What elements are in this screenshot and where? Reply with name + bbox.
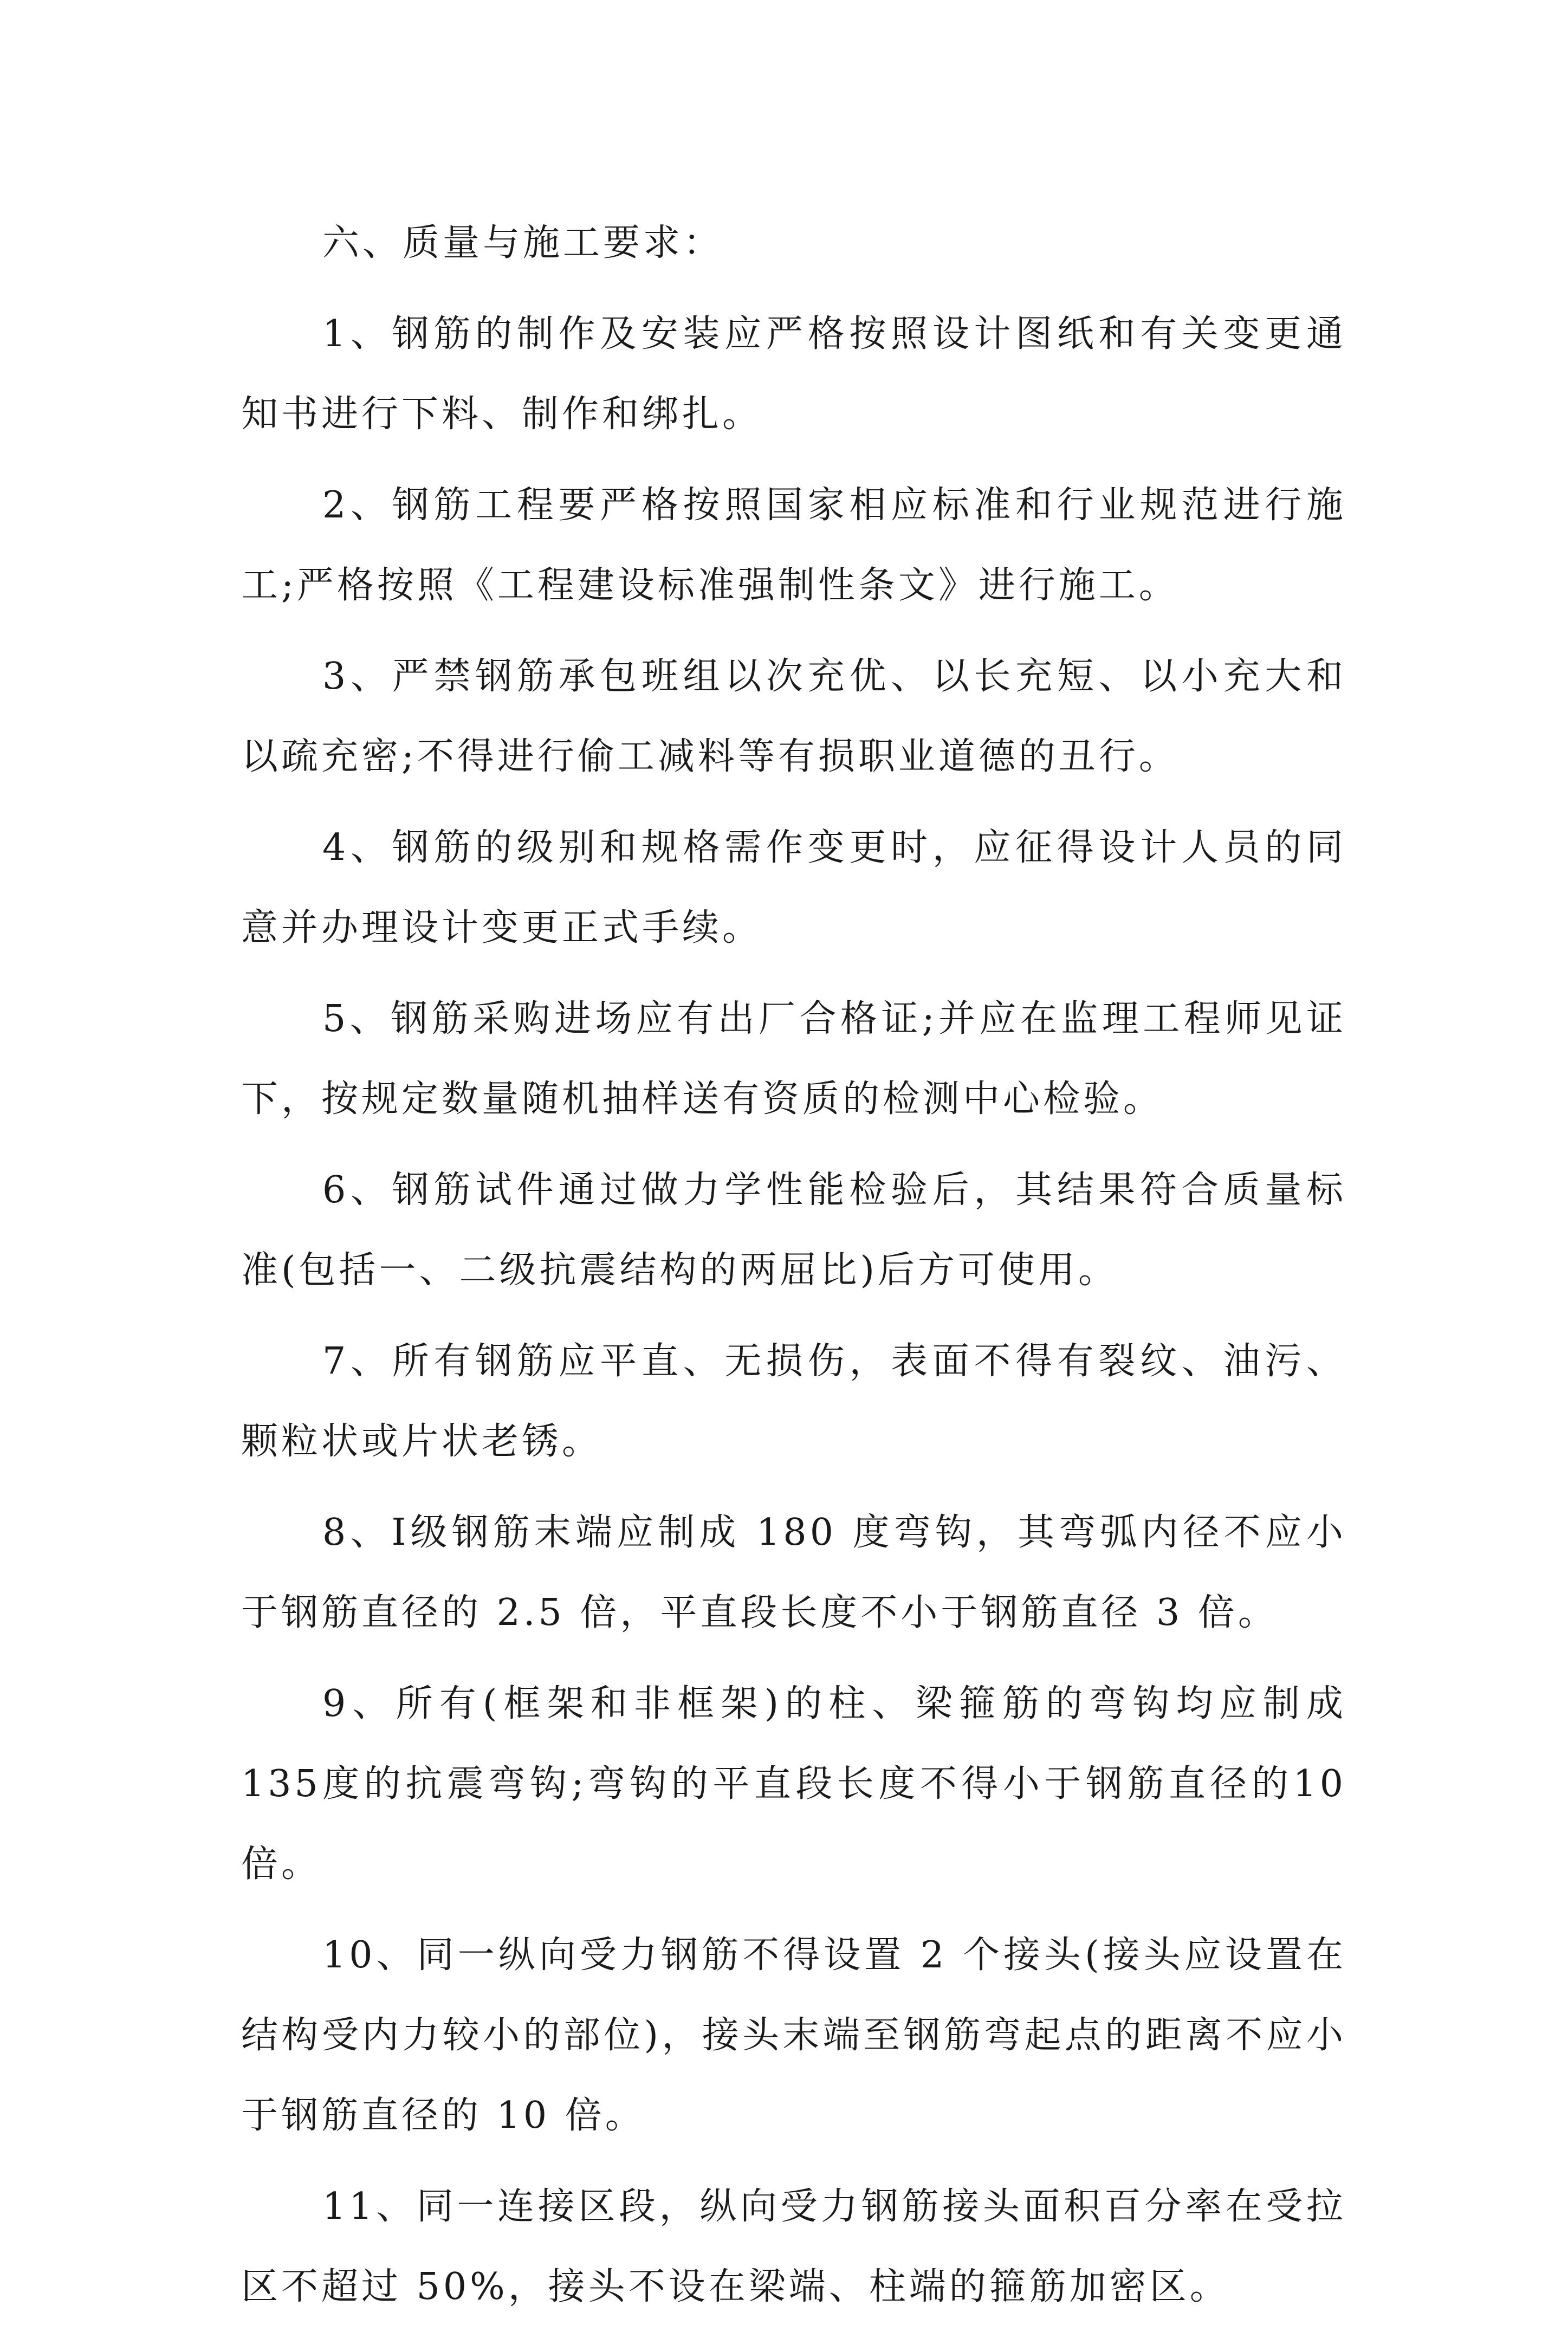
requirement-item-3: 3、严禁钢筋承包班组以次充优、以长充短、以小充大和以疏充密;不得进行偷工减料等有损职业道德的丑行。 [241,655,1346,778]
requirement-item-2: 2、钢筋工程要严格按照国家相应标准和行业规范进行施工;严格按照《工程建设标准强制性条文》进行施工。 [241,484,1346,607]
document-body [241,203,1346,2338]
requirement-item-1: 1、钢筋的制作及安装应严格按照设计图纸和有关变更通知书进行下料、制作和绑扎。 [241,313,1346,436]
section-heading: 六、质量与施工要求： [322,222,724,264]
requirement-item-5: 5、钢筋采购进场应有出厂合格证;并应在监理工程师见证下，按规定数量随机抽样送有资质的检测中心检验。 [241,998,1346,1121]
requirement-item-10: 10、同一纵向受力钢筋不得设置 2 个接头(接头应设置在结构受内力较小的部位)，接头末端至钢筋弯起点的距离不应小于钢筋直径的 10 倍。 [241,1934,1346,2137]
requirement-item-8: 8、Ⅰ级钢筋末端应制成 180 度弯钩，其弯弧内径不应小于钢筋直径的 2.5 倍，平直段长度不小于钢筋直径 3 倍。 [241,1511,1346,1634]
requirement-item-7: 7、所有钢筋应平直、无损伤，表面不得有裂纹、油污、颗粒状或片状老锈。 [241,1340,1346,1463]
requirement-item-6: 6、钢筋试件通过做力学性能检验后，其结果符合质量标准(包括一、二级抗震结构的两屈比)后方可使用。 [241,1169,1346,1292]
requirement-item-9: 9、所有(框架和非框架)的柱、梁箍筋的弯钩均应制成135度的抗震弯钩;弯钩的平直段长度不得小于钢筋直径的10倍。 [241,1682,1346,1886]
requirement-item-4: 4、钢筋的级别和规格需作变更时，应征得设计人员的同意并办理设计变更正式手续。 [241,826,1346,949]
requirement-item-11: 11、同一连接区段，纵向受力钢筋接头面积百分率在受拉区不超过 50%，接头不设在梁端、柱端的箍筋加密区。 [241,2185,1346,2308]
